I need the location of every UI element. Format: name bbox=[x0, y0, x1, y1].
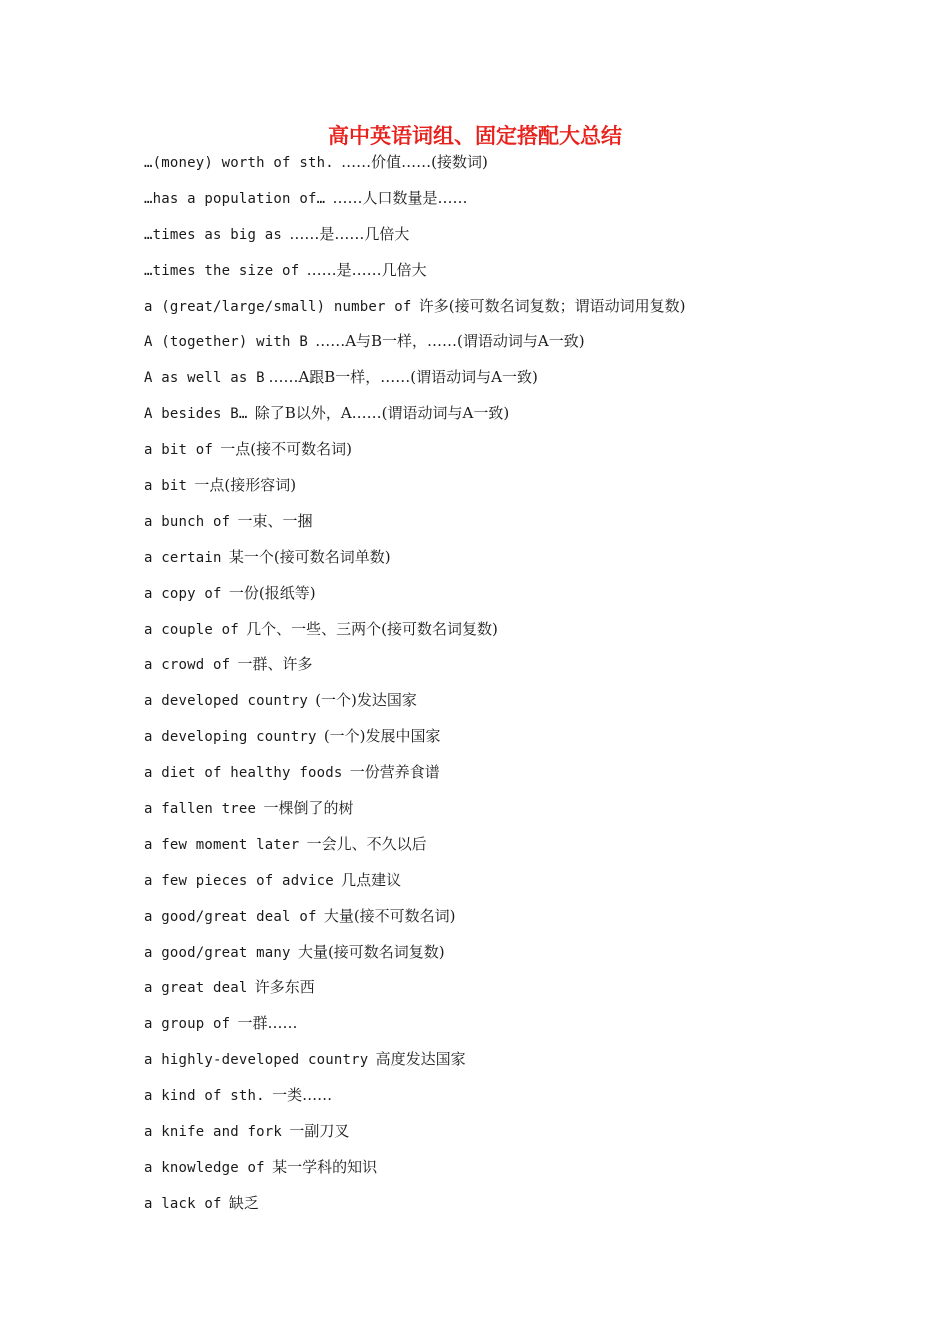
phrase-chinese: (一个)发达国家 bbox=[315, 691, 417, 710]
phrase-chinese: (一个)发展中国家 bbox=[323, 727, 441, 746]
phrase-chinese: ……人口数量是…… bbox=[332, 188, 468, 207]
phrase-chinese: 一类…… bbox=[272, 1086, 333, 1105]
phrase-english: …has a population of… bbox=[144, 190, 326, 207]
list-item bbox=[144, 1081, 904, 1117]
list-item bbox=[144, 615, 904, 651]
phrase-english: a few moment later bbox=[144, 836, 300, 853]
phrase-english: …times as big as bbox=[144, 226, 283, 243]
phrase-english: a kind of sth. bbox=[144, 1088, 265, 1105]
phrase-chinese: 许多(接可数名词复数；谓语动词用复数) bbox=[418, 296, 686, 315]
phrase-chinese: ……A跟B一样，……(谓语动词与A一致) bbox=[268, 368, 538, 387]
phrase-chinese: 许多东西 bbox=[254, 978, 315, 997]
phrase-chinese: 一群、许多 bbox=[237, 655, 313, 674]
list-item bbox=[144, 184, 904, 220]
phrase-chinese: 某一学科的知识 bbox=[272, 1157, 378, 1176]
phrase-chinese: 几个、一些、三两个(接可数名词复数) bbox=[246, 619, 498, 638]
phrase-english: a (great/large/small) number of bbox=[144, 298, 412, 315]
list-item bbox=[144, 543, 904, 579]
list-item bbox=[144, 256, 904, 292]
phrase-english: a knowledge of bbox=[144, 1159, 265, 1176]
page-title: 高中英语词组、固定搭配大总结 bbox=[328, 123, 622, 148]
phrase-chinese: 一副刀叉 bbox=[289, 1122, 350, 1141]
phrase-chinese: 一份营养食谱 bbox=[349, 763, 440, 782]
phrase-chinese: 高度发达国家 bbox=[375, 1050, 466, 1069]
phrase-english: a bit bbox=[144, 478, 188, 495]
list-item bbox=[144, 1009, 904, 1045]
phrase-english: a good/great deal of bbox=[144, 908, 317, 925]
phrase-chinese: 大量(接不可数名词) bbox=[323, 906, 456, 925]
list-item bbox=[144, 579, 904, 615]
phrase-english: a diet of healthy foods bbox=[144, 765, 343, 782]
phrase-english: a highly-developed country bbox=[144, 1052, 369, 1069]
list-item bbox=[144, 1117, 904, 1153]
phrase-english: a fallen tree bbox=[144, 801, 257, 818]
phrase-chinese: 缺乏 bbox=[228, 1193, 259, 1212]
phrase-chinese: 一群…… bbox=[237, 1014, 298, 1033]
phrase-chinese: 一点(接不可数名词) bbox=[220, 440, 352, 459]
phrase-english: a couple of bbox=[144, 621, 239, 638]
phrase-english: a copy of bbox=[144, 585, 222, 602]
list-item bbox=[144, 938, 904, 974]
phrase-english: a few pieces of advice bbox=[144, 872, 334, 889]
list-item bbox=[144, 435, 904, 471]
list-item bbox=[144, 220, 904, 256]
phrase-english: a certain bbox=[144, 549, 222, 566]
phrase-chinese: ……是……几倍大 bbox=[289, 224, 410, 243]
phrase-list bbox=[144, 148, 904, 1225]
list-item bbox=[144, 1153, 904, 1189]
list-item bbox=[144, 722, 904, 758]
phrase-english: a lack of bbox=[144, 1195, 222, 1212]
list-item bbox=[144, 507, 904, 543]
phrase-chinese: ……是……几倍大 bbox=[306, 260, 427, 279]
list-item bbox=[144, 973, 904, 1009]
phrase-english: A (together) with B bbox=[144, 334, 308, 351]
phrase-english: A as well as B bbox=[144, 370, 265, 387]
list-item bbox=[144, 292, 904, 328]
list-item bbox=[144, 471, 904, 507]
phrase-chinese: 大量(接可数名词复数) bbox=[297, 942, 445, 961]
list-item bbox=[144, 866, 904, 902]
list-item bbox=[144, 399, 904, 435]
list-item bbox=[144, 363, 904, 399]
phrase-chinese: ……A与B一样，……(谓语动词与A一致) bbox=[315, 332, 585, 351]
list-item bbox=[144, 650, 904, 686]
phrase-chinese: 一点(接形容词) bbox=[194, 476, 297, 495]
list-item bbox=[144, 758, 904, 794]
phrase-chinese: 一棵倒了的树 bbox=[263, 799, 354, 818]
list-item bbox=[144, 148, 904, 184]
phrase-english: a great deal bbox=[144, 980, 248, 997]
phrase-english: a crowd of bbox=[144, 657, 231, 674]
list-item bbox=[144, 902, 904, 938]
phrase-chinese: 几点建议 bbox=[341, 870, 402, 889]
phrase-english: a developed country bbox=[144, 693, 308, 710]
phrase-chinese: 除了B以外，A……(谓语动词与A一致) bbox=[254, 404, 510, 423]
phrase-english: a bit of bbox=[144, 442, 214, 459]
phrase-chinese: 一会儿、不久以后 bbox=[306, 834, 427, 853]
phrase-english: a group of bbox=[144, 1016, 231, 1033]
phrase-english: a knife and fork bbox=[144, 1124, 283, 1141]
list-item bbox=[144, 1189, 904, 1225]
list-item bbox=[144, 1045, 904, 1081]
phrase-english: a developing country bbox=[144, 729, 317, 746]
list-item bbox=[144, 686, 904, 722]
phrase-chinese: 一份(报纸等) bbox=[228, 583, 316, 602]
phrase-chinese: 一束、一捆 bbox=[237, 511, 313, 530]
list-item bbox=[144, 830, 904, 866]
phrase-english: …times the size of bbox=[144, 262, 300, 279]
phrase-chinese: 某一个(接可数名词单数) bbox=[228, 547, 391, 566]
phrase-english: a good/great many bbox=[144, 944, 291, 961]
phrase-english: a bunch of bbox=[144, 513, 231, 530]
phrase-chinese: ……价值……(接数词) bbox=[341, 153, 488, 171]
phrase-english: A besides B… bbox=[144, 406, 248, 423]
list-item bbox=[144, 327, 904, 363]
list-item bbox=[144, 794, 904, 830]
phrase-english: …(money) worth of sth. bbox=[144, 155, 334, 171]
